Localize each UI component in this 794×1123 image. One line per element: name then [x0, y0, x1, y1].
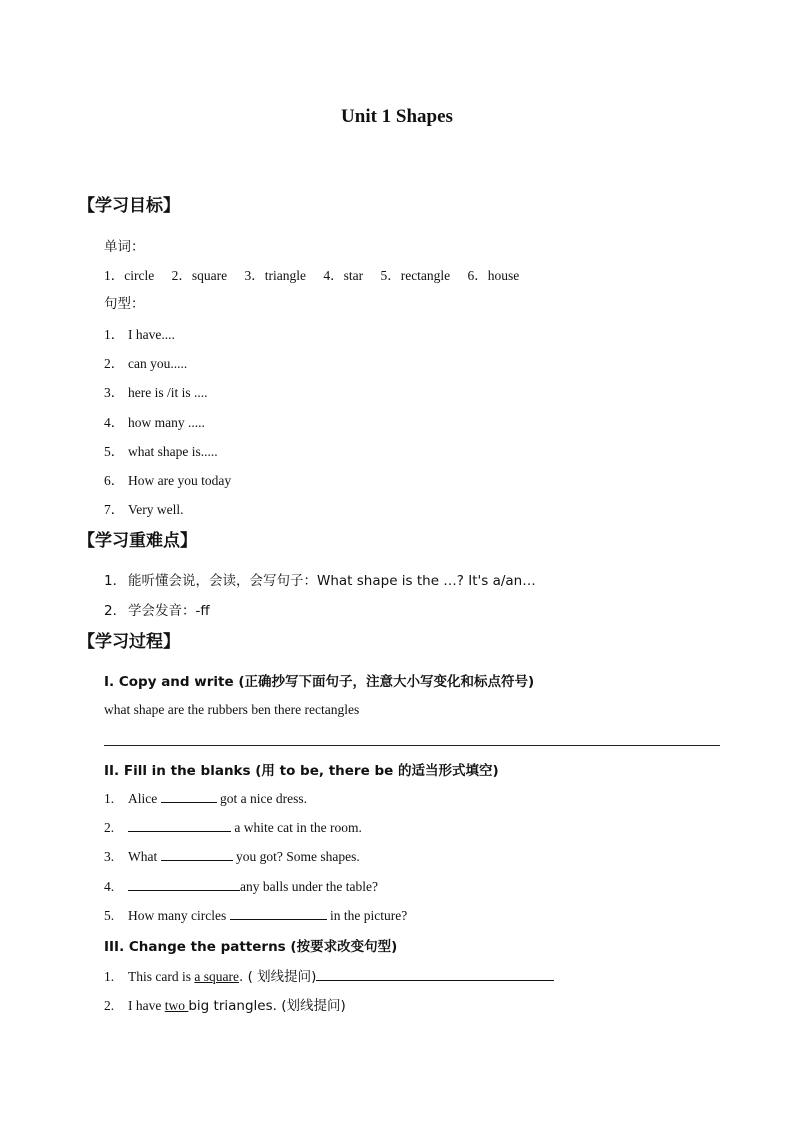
- fill-item: [104, 907, 407, 924]
- pattern-item: [104, 323, 175, 343]
- item-number: 3．: [104, 385, 125, 400]
- pattern-item: [104, 381, 208, 401]
- section-heading-goals: 【学习目标】: [78, 196, 180, 216]
- word-list: [104, 264, 533, 284]
- item-number: 4．: [104, 415, 125, 430]
- pattern-item: [104, 411, 205, 431]
- pattern-text: How are you today: [128, 473, 232, 488]
- fill-blank[interactable]: [128, 819, 231, 832]
- word-item: 6．house: [467, 268, 520, 283]
- pattern-item: [104, 498, 183, 518]
- pattern-text: what shape is.....: [128, 444, 218, 459]
- fill-text-after: any balls under the table?: [240, 879, 378, 894]
- word-item: 3．triangle: [244, 268, 306, 283]
- pattern-item: [104, 469, 231, 489]
- item-number: 2．: [104, 603, 127, 619]
- fill-item: [104, 790, 307, 807]
- pattern-item: [104, 440, 218, 460]
- change-text-after: big triangles. (划线提问): [188, 998, 346, 1014]
- underlined-target: a square: [194, 969, 239, 984]
- fill-text-after: a white cat in the room.: [231, 820, 362, 835]
- fill-blank[interactable]: [161, 790, 217, 803]
- change-item: [104, 994, 346, 1014]
- item-number: 1.: [104, 969, 115, 984]
- pattern-item: [104, 352, 187, 372]
- fill-text-after: got a nice dress.: [216, 791, 307, 806]
- words-label: 单词：: [104, 239, 145, 255]
- section-heading-key-points: 【学习重难点】: [78, 531, 197, 551]
- item-number: 2.: [104, 820, 115, 835]
- item-number: 1．: [104, 327, 125, 342]
- item-number: 2.: [104, 998, 115, 1013]
- fill-text-before: How many circles: [128, 908, 230, 923]
- change-text-before: I have: [128, 998, 165, 1013]
- fill-text-after: you got? Some shapes.: [232, 849, 360, 864]
- pattern-text: here is /it is ....: [128, 385, 208, 400]
- word-item: 1．circle: [104, 268, 155, 283]
- fill-blank[interactable]: [230, 907, 327, 920]
- change-item: [104, 965, 554, 985]
- key-point-text: 学会发音：-ff: [128, 603, 210, 619]
- word-item: 2．square: [171, 268, 228, 283]
- writing-line[interactable]: [104, 745, 720, 746]
- pattern-text: how many .....: [128, 415, 205, 430]
- word-item: 5．rectangle: [380, 268, 451, 283]
- item-number: 5.: [104, 908, 115, 923]
- key-point-item: [104, 599, 210, 619]
- copy-sentence: what shape are the rubbers ben there rectangles: [104, 702, 360, 717]
- page-title: Unit 1 Shapes: [341, 106, 453, 127]
- fill-text-before: Alice: [128, 791, 161, 806]
- section-heading-process: 【学习过程】: [78, 632, 180, 652]
- underlined-target: two: [164, 998, 189, 1013]
- fill-text-before: What: [128, 849, 161, 864]
- key-point-item: [104, 569, 536, 589]
- item-number: 4.: [104, 879, 115, 894]
- patterns-label: 句型：: [104, 296, 145, 312]
- fill-text-after: in the picture?: [326, 908, 408, 923]
- exercise-title-fill: II. Fill in the blanks (用 to be, there be 的适当形式填空): [104, 763, 499, 779]
- change-text-after: . ( 划线提问): [238, 969, 317, 985]
- exercise-title-copy: I. Copy and write (正确抄写下面句子，注意大小写变化和标点符号): [104, 674, 535, 690]
- fill-item: [104, 848, 360, 865]
- item-number: 1.: [104, 791, 115, 806]
- fill-blank[interactable]: [128, 878, 240, 891]
- change-text-before: This card is: [128, 969, 195, 984]
- answer-blank[interactable]: [316, 968, 554, 981]
- item-number: 3.: [104, 849, 115, 864]
- word-item: 4．star: [323, 268, 364, 283]
- pattern-text: Very well.: [128, 502, 184, 517]
- pattern-text: can you.....: [128, 356, 188, 371]
- fill-item: [104, 819, 362, 836]
- exercise-title-change: III. Change the patterns (按要求改变句型): [104, 939, 398, 955]
- pattern-text: I have....: [128, 327, 175, 342]
- fill-item: [104, 878, 378, 895]
- fill-blank[interactable]: [161, 848, 233, 861]
- item-number: 5．: [104, 444, 125, 459]
- item-number: 7．: [104, 502, 125, 517]
- item-number: 2．: [104, 356, 125, 371]
- key-point-text: 能听懂会说，会读，会写句子：What shape is the …? It's a/an…: [128, 573, 536, 589]
- item-number: 6．: [104, 473, 125, 488]
- item-number: 1．: [104, 573, 127, 589]
